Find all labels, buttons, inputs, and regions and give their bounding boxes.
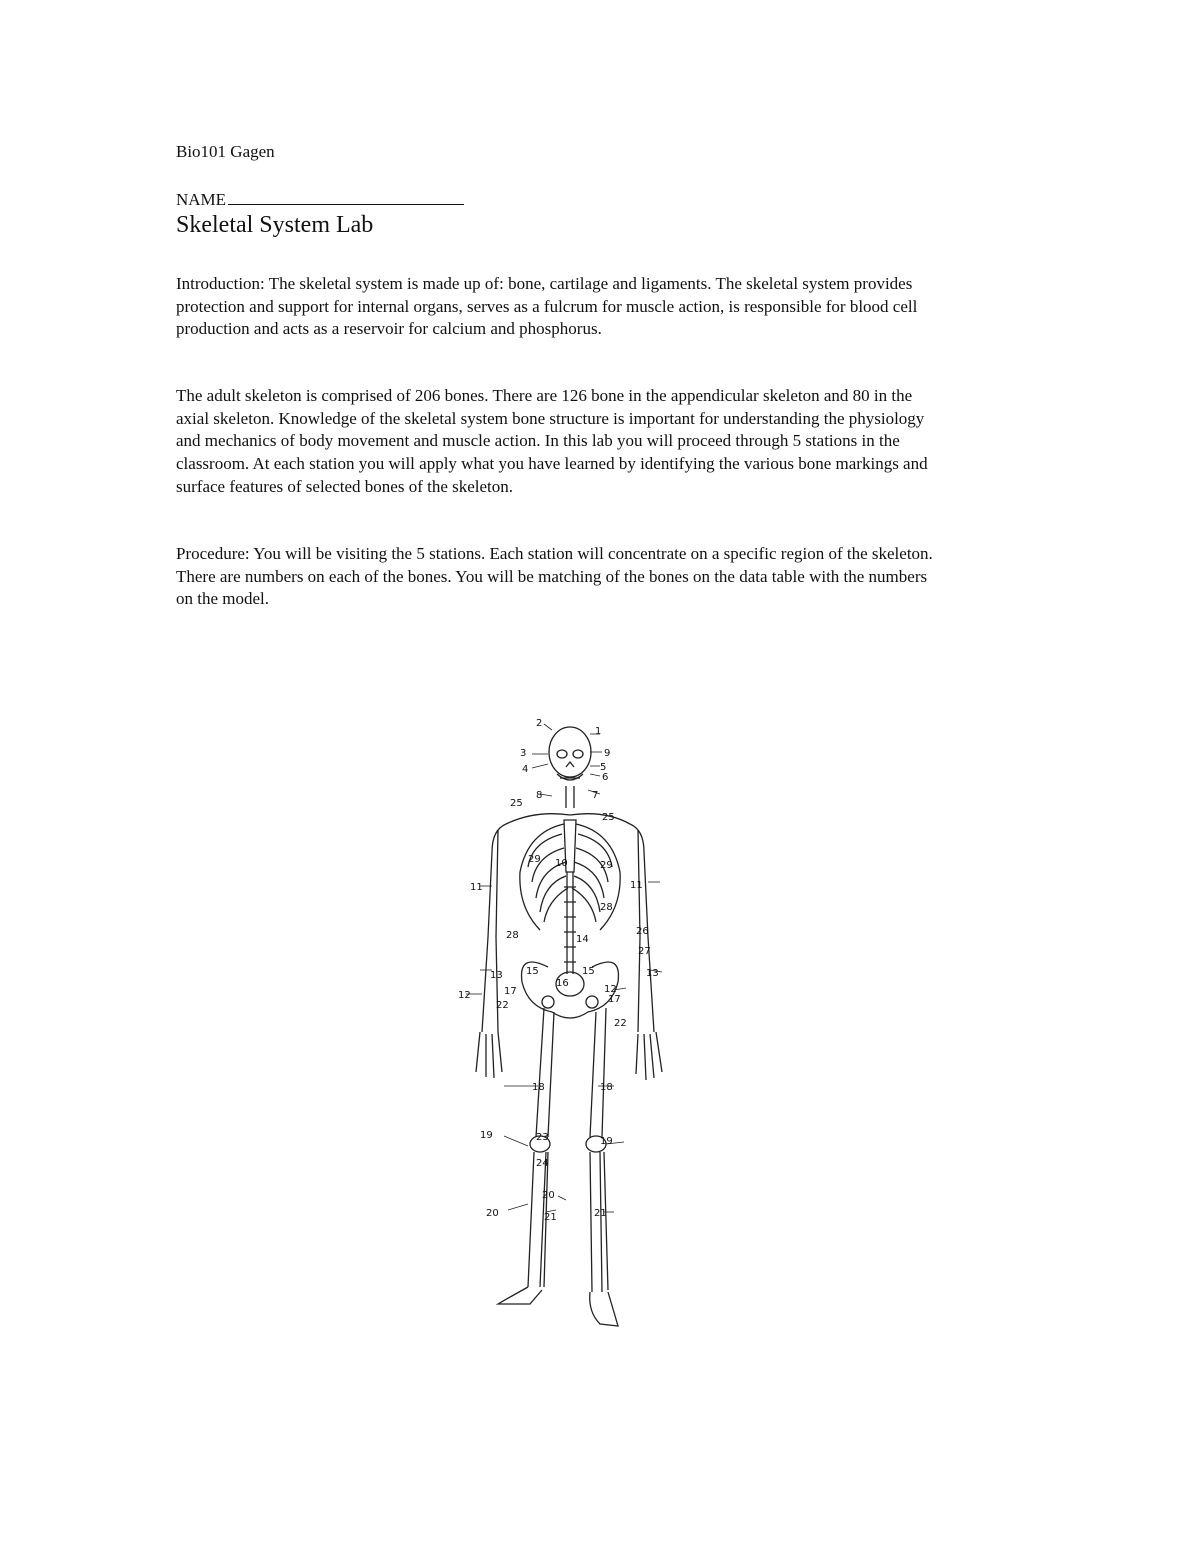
- label-1: 1: [595, 726, 602, 737]
- label-6: 6: [602, 772, 609, 783]
- label-5: 5: [600, 762, 607, 773]
- right-foot: [590, 1292, 618, 1326]
- introduction-paragraph: Introduction: The skeletal system is made up of: bone, cartilage and ligaments. The skeletal system provides protection and support for internal organs, serves as a fulcrum for muscle action, is responsible for blood cell production and acts as a reservoir for calcium and phosphorus.: [176, 274, 918, 339]
- name-field-line: [176, 186, 464, 210]
- label-17-right: 17: [608, 994, 621, 1005]
- label-17-left: 17: [504, 986, 517, 997]
- name-blank[interactable]: [228, 186, 464, 205]
- label-7: 7: [592, 790, 599, 801]
- page-title: Skeletal System Lab: [176, 212, 374, 238]
- label-14: 14: [576, 934, 589, 945]
- label-18-right: 18: [600, 1082, 613, 1093]
- left-foot: [498, 1287, 542, 1304]
- label-8: 8: [536, 790, 543, 801]
- label-11-left: 11: [470, 882, 483, 893]
- label-9: 9: [604, 748, 611, 759]
- right-femur: [590, 1008, 606, 1137]
- label-28-right: 28: [600, 902, 613, 913]
- label-21-right: 21: [594, 1208, 607, 1219]
- label-20-right: 20: [542, 1190, 555, 1201]
- left-forearm: [482, 937, 498, 1032]
- left-clavicle: [506, 814, 570, 824]
- label-12-left: 12: [458, 990, 471, 1001]
- label-19-left: 19: [480, 1130, 493, 1141]
- label-10: 10: [555, 858, 568, 869]
- right-tibia-fibula: [590, 1152, 608, 1292]
- label-13-right: 13: [646, 968, 659, 979]
- right-clavicle: [570, 814, 630, 824]
- label-29-right: 29: [600, 860, 613, 871]
- label-2: 2: [536, 718, 543, 729]
- label-13-left: 13: [490, 970, 503, 981]
- label-28-left: 28: [506, 930, 519, 941]
- label-15-right: 15: [582, 966, 595, 977]
- label-22-left: 22: [496, 1000, 509, 1011]
- label-27: 27: [638, 946, 651, 957]
- label-25-left: 25: [510, 798, 523, 809]
- label-20-left: 20: [486, 1208, 499, 1219]
- label-21-left: 21: [544, 1212, 557, 1223]
- procedure-paragraph: Procedure: You will be visiting the 5 stations. Each station will concentrate on a specific region of the skeleton. There are numbers on each of the bones. You will be matching of the bones on the data table with the numbers on the model.: [176, 544, 933, 609]
- skeleton-figure: [440, 712, 700, 1337]
- label-15-left: 15: [526, 966, 539, 977]
- left-femur: [536, 1008, 554, 1137]
- course-header: Bio101 Gagen: [176, 142, 275, 161]
- label-4: 4: [522, 764, 529, 775]
- left-hand: [476, 1032, 502, 1078]
- label-29-left: 29: [528, 854, 541, 865]
- label-18-left: 18: [532, 1082, 545, 1093]
- label-25-right: 25: [602, 812, 615, 823]
- label-26: 26: [636, 926, 649, 937]
- label-23: 23: [536, 1132, 549, 1143]
- label-22-right: 22: [614, 1018, 627, 1029]
- skeleton-drawing: [440, 712, 700, 1337]
- label-16: 16: [556, 978, 569, 989]
- right-hand: [636, 1032, 662, 1080]
- label-3: 3: [520, 748, 527, 759]
- label-19-right: 19: [600, 1136, 613, 1147]
- label-12-right: 12: [604, 984, 617, 995]
- label-24: 24: [536, 1158, 549, 1169]
- skull: [549, 727, 591, 777]
- name-label: NAME: [176, 190, 227, 209]
- label-11-right: 11: [630, 880, 643, 891]
- adult-skeleton-paragraph: The adult skeleton is comprised of 206 bones. There are 126 bone in the appendicular skeleton and 80 in the axial skeleton. Knowledge of the skeletal system bone structure is important for understanding the physiology and mechanics of body movement and muscle action. In this lab you will proceed through 5 stations in the classroom. At each station you will apply what you have learned by identifying the various bone markings and surface features of selected bones of the skeleton.: [176, 386, 928, 496]
